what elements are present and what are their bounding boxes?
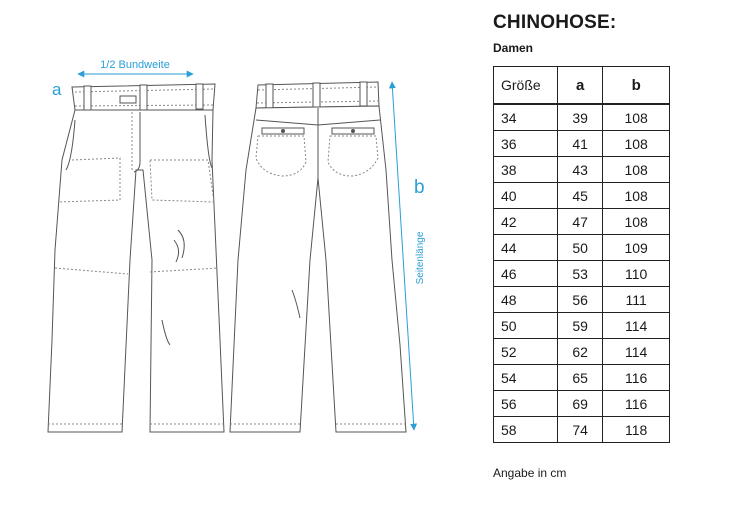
cell-a: 65	[558, 365, 603, 391]
cell-a: 74	[558, 417, 603, 443]
cell-a: 62	[558, 339, 603, 365]
cell-a: 47	[558, 209, 603, 235]
unit-note: Angabe in cm	[493, 466, 567, 480]
cell-groesse: 52	[494, 339, 558, 365]
cell-groesse: 42	[494, 209, 558, 235]
cell-a: 50	[558, 235, 603, 261]
cell-b: 114	[603, 339, 670, 365]
header-b: b	[603, 67, 670, 105]
cell-groesse: 34	[494, 104, 558, 131]
page-title: CHINOHOSE:	[493, 12, 617, 33]
table-row	[494, 209, 670, 235]
size-table-header	[494, 67, 670, 105]
cell-a: 53	[558, 261, 603, 287]
cell-groesse: 56	[494, 391, 558, 417]
cell-b: 116	[603, 365, 670, 391]
cell-groesse: 36	[494, 131, 558, 157]
table-row	[494, 417, 670, 443]
cell-a: 45	[558, 183, 603, 209]
cell-b: 118	[603, 417, 670, 443]
cell-a: 69	[558, 391, 603, 417]
size-table-body	[494, 104, 670, 443]
cell-b: 108	[603, 104, 670, 131]
cell-b: 111	[603, 287, 670, 313]
dimension-label-b: b	[414, 177, 425, 198]
back-view	[230, 82, 406, 432]
table-row	[494, 104, 670, 131]
front-view	[48, 84, 224, 432]
cell-a: 41	[558, 131, 603, 157]
waist-dimension-caption: 1/2 Bundweite	[100, 59, 170, 71]
table-row	[494, 261, 670, 287]
cell-groesse: 48	[494, 287, 558, 313]
table-row	[494, 391, 670, 417]
cell-b: 108	[603, 183, 670, 209]
table-row	[494, 131, 670, 157]
cell-a: 59	[558, 313, 603, 339]
cell-b: 108	[603, 131, 670, 157]
cell-b: 114	[603, 313, 670, 339]
table-row	[494, 339, 670, 365]
cell-groesse: 46	[494, 261, 558, 287]
header-a: a	[558, 67, 603, 105]
cell-a: 43	[558, 157, 603, 183]
cell-groesse: 38	[494, 157, 558, 183]
cell-b: 108	[603, 209, 670, 235]
size-table	[493, 66, 670, 443]
cell-b: 109	[603, 235, 670, 261]
cell-groesse: 50	[494, 313, 558, 339]
cell-groesse: 54	[494, 365, 558, 391]
cell-groesse: 40	[494, 183, 558, 209]
cell-groesse: 44	[494, 235, 558, 261]
cell-b: 108	[603, 157, 670, 183]
cell-a: 56	[558, 287, 603, 313]
front-outline	[48, 110, 224, 432]
table-row	[494, 183, 670, 209]
header-groesse: Größe	[494, 67, 558, 105]
dimension-label-a: a	[52, 80, 62, 99]
table-row	[494, 235, 670, 261]
table-row	[494, 313, 670, 339]
cell-a: 39	[558, 104, 603, 131]
page-subtitle: Damen	[493, 41, 534, 55]
length-dimension-caption: Seitenlänge	[415, 231, 426, 285]
cell-b: 110	[603, 261, 670, 287]
cell-groesse: 58	[494, 417, 558, 443]
cell-b: 116	[603, 391, 670, 417]
table-row	[494, 287, 670, 313]
table-row	[494, 365, 670, 391]
table-row	[494, 157, 670, 183]
